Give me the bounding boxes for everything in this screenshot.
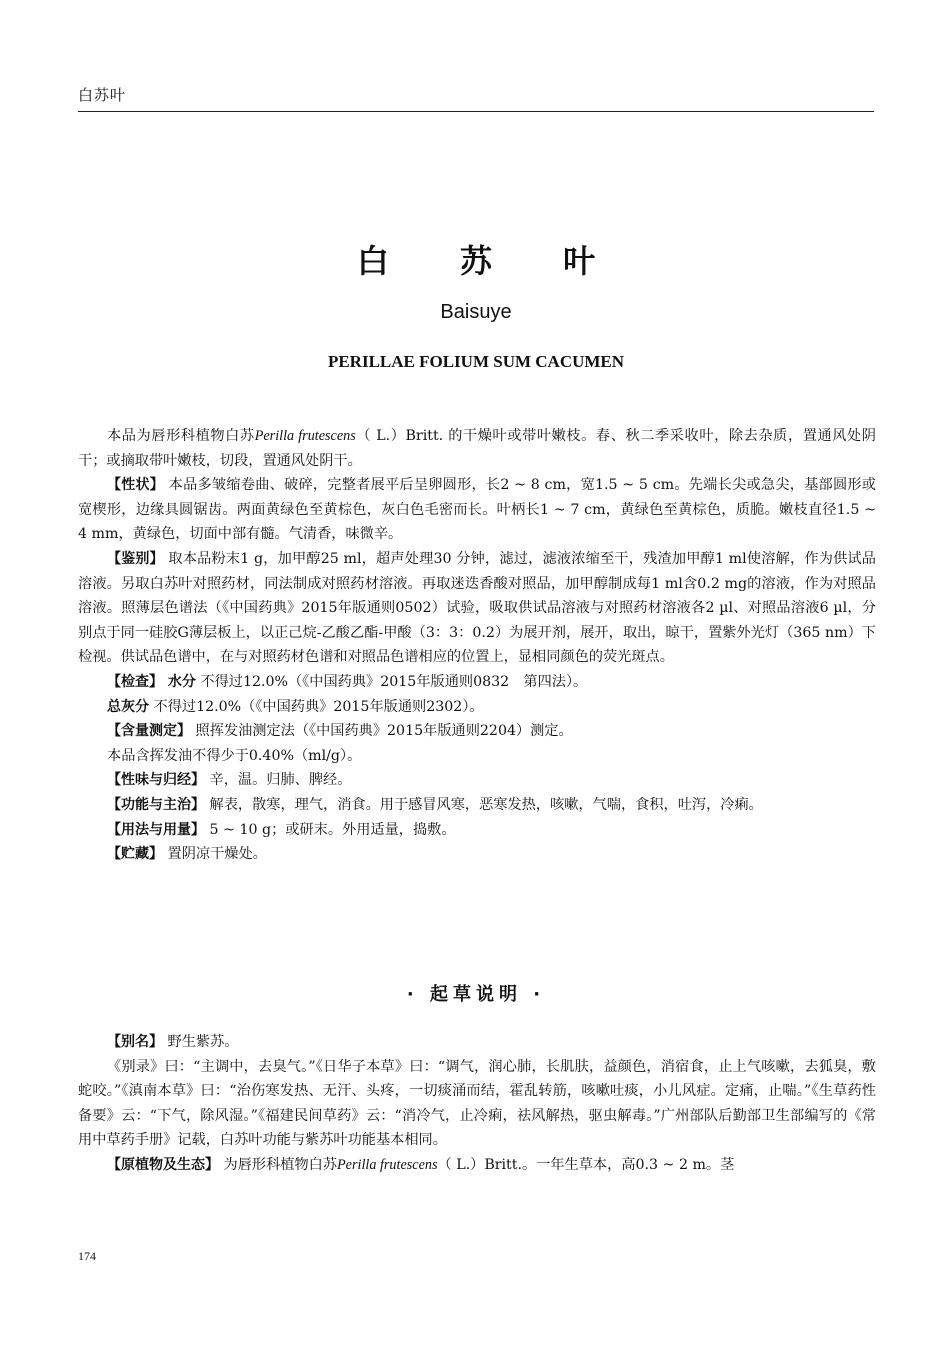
section-label: 【性味与归经】: [107, 772, 205, 789]
section-hanliang: [78, 719, 876, 744]
section-label: 【贮藏】: [107, 846, 163, 863]
section-label: 【性状】: [107, 477, 164, 494]
running-head: 白苏叶: [78, 86, 127, 104]
section-xingzhuang: [78, 473, 876, 547]
section-text: 本品多皱缩卷曲、破碎，完整者展平后呈卵圆形，长2 ~ 8 cm，宽1.5 ~ 5 cm。先端长尖或急尖，基部圆形或宽楔形，边缘具圆锯齿。两面黄绿色至黄棕色，灰白色毛密而长。叶柄长1 ~ 7 cm，黄绿色至黄棕色，质脆。嫩枝直径1.5 ~ 4 mm，黄绿色，切面中部有髓。气清香，味微辛。: [78, 477, 876, 543]
section-yuanzhiwu: [78, 1153, 876, 1178]
species-name: Perilla frutescens: [337, 1156, 438, 1173]
drafting-notes-heading: · 起草说明 ·: [406, 984, 546, 1005]
section-label: 【别名】: [107, 1034, 163, 1050]
intro-text-2: （ L.）Britt. 的干燥叶或带叶嫩枝。春、秋二季采收叶，除去杂质，置通风处阴干；或摘取带叶嫩枝，切段，置通风处阴干。: [78, 428, 876, 469]
section-jianbie: [78, 547, 876, 670]
page-number: 174: [78, 1249, 96, 1263]
section-text: 取本品粉末1 g，加甲醇25 ml，超声处理30 分钟，滤过，滤液浓缩至干，残渣加甲醇1 ml使溶解，作为供试品溶液。另取白苏叶对照药材，同法制成对照药材溶液。再取迷迭香酸对照品，加甲醇制成每1 ml含0.2 mg的溶液，作为对照品溶液。照薄层色谱法（《中国药典》2015年版通则0502）试验，吸取供试品溶液与对照药材溶液各2 µl、对照品溶液6 µl，分别点于同一硅胶G薄层板上，以正己烷-乙酸乙酯-甲酸（3：3：0.2）为展开剂，展开，取出，晾干，置紫外光灯（365 nm）下检视。供试品色谱中，在与对照药材色谱和对照品色谱相应的位置上，显相同颜色的荧光斑点。: [78, 550, 876, 666]
page-title: 白 苏 叶: [356, 242, 626, 280]
section-bielu: 《别录》曰：“主调中，去臭气。”《日华子本草》曰：“调气，润心肺，长肌肤，益颜色，消宿食，止上气咳嗽，去狐臭，敷蛇咬。”《滇南本草》曰：“治伤寒发热、无汗、头疼，一切痰涌而结，霍乱转筋，咳嗽吐痰，小儿风症。定痛，止喘。”《生草药性备要》云：“下气，除风湿。”《福建民间草药》云：“消冷气，止冷痢，祛风解热，驱虫解毒。”广州部队后勤部卫生部编写的《常用中草药手册》记载，白苏叶功能与紫苏叶功能基本相同。: [78, 1058, 876, 1149]
section-hanliang-limit: 本品含挥发油不得少于0.40%（ml/g）。: [107, 747, 362, 764]
latin-title: PERILLAE FOLIUM SUM CACUMEN: [327, 352, 625, 371]
section-text-1: 为唇形科植物白苏: [219, 1156, 338, 1173]
section-label: 【用法与用量】: [107, 821, 205, 838]
section-label: 【含量测定】: [107, 723, 191, 740]
section-xingwei: [78, 768, 876, 793]
section-jiancha: [78, 670, 876, 695]
section-zhucang: [78, 842, 876, 867]
drafting-notes-body: [78, 1030, 876, 1178]
section-gongneng: [78, 793, 876, 818]
section-yongfa: [78, 818, 876, 843]
monograph-body: [78, 424, 876, 867]
section-label: 【鉴别】: [107, 550, 164, 567]
section-label: 【检查】: [107, 673, 163, 690]
section-text: 照挥发油测定法（《中国药典》2015年版通则2204）测定。: [191, 723, 573, 740]
intro-paragraph: [78, 424, 876, 473]
intro-text-1: 本品为唇形科植物白苏: [107, 428, 255, 444]
section-text: 野生紫苏。: [163, 1034, 239, 1050]
subsection-label: 水分: [163, 673, 196, 690]
section-text: 置阴凉干燥处。: [163, 846, 267, 863]
header-rule: [78, 111, 874, 112]
section-text: 5 ~ 10 g；或研末。外用适量，捣敷。: [205, 821, 456, 838]
section-text: 辛，温。归肺、脾经。: [205, 772, 352, 789]
section-label: 【功能与主治】: [107, 796, 205, 813]
section-text: 不得过12.0%（《中国药典》2015年版通则0832 第四法）。: [195, 673, 588, 690]
section-text-2: （ L.）Britt.。一年生草本，高0.3 ~ 2 m。茎: [437, 1156, 735, 1173]
pinyin-title: Baisuye: [440, 301, 512, 323]
species-name: Perilla frutescens: [254, 428, 356, 444]
section-bieming: [78, 1030, 876, 1055]
section-text: 解表，散寒，理气，消食。用于感冒风寒，恶寒发热，咳嗽，气喘，食积，吐泻，冷痢。: [205, 796, 763, 813]
section-label: 【原植物及生态】: [107, 1156, 219, 1173]
section-text: 不得过12.0%（《中国药典》2015年版通则2302）。: [149, 698, 484, 715]
subsection-label: 总灰分: [107, 698, 149, 715]
section-zonghuifen: [78, 695, 876, 720]
